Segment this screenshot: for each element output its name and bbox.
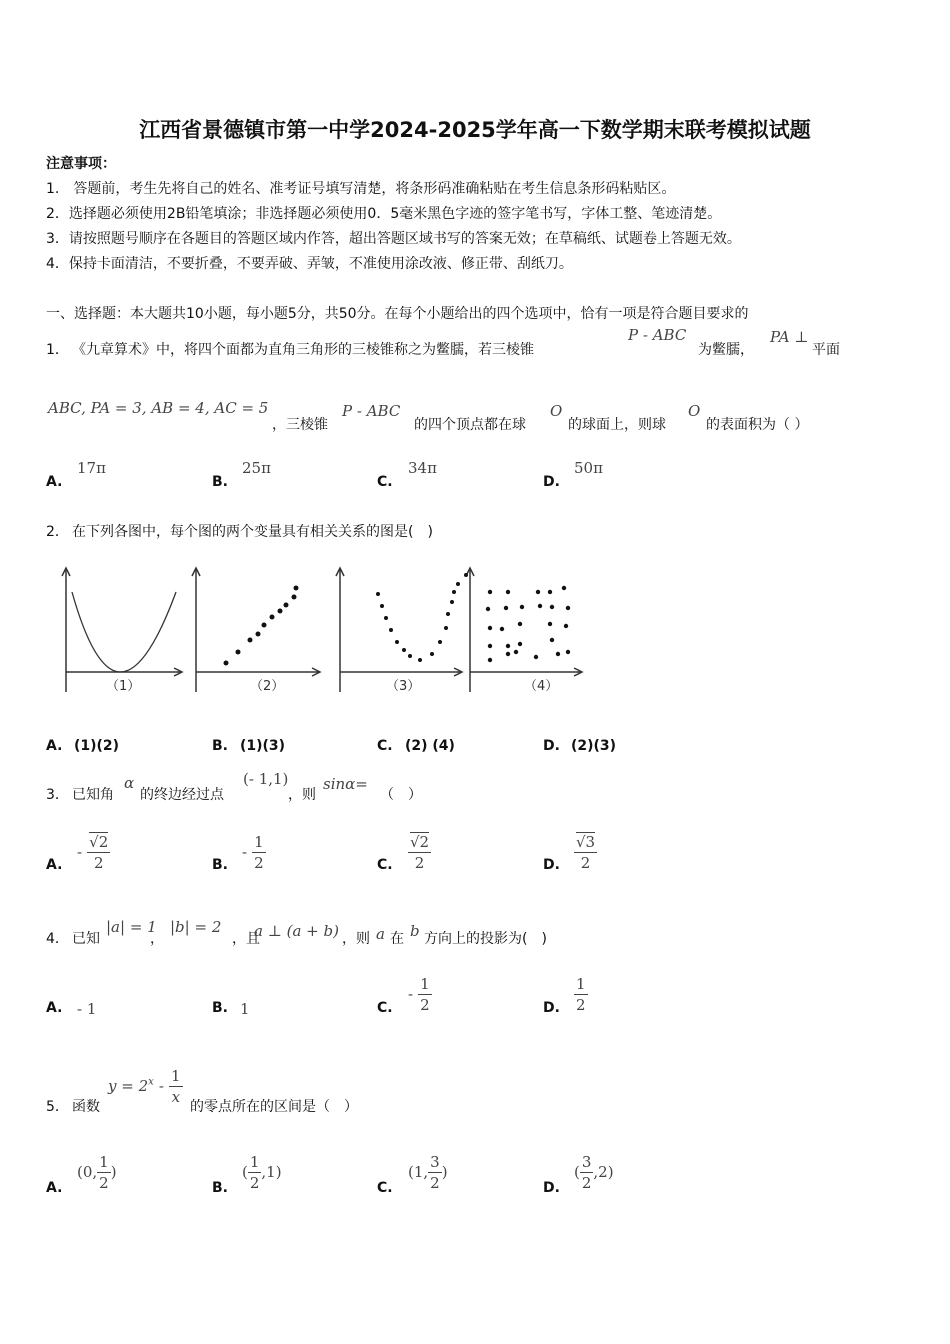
q3-text: ，则 [288, 787, 316, 803]
option-label: A. [46, 474, 63, 490]
q2-option-a: (1)(2) [74, 738, 120, 754]
q4-text: ， [150, 931, 164, 947]
q4-option-b: 1 [240, 1000, 250, 1018]
figure-caption: （1） [106, 679, 141, 694]
q1-option-a: 17π [77, 459, 106, 477]
option-label: C. [377, 474, 393, 490]
option-label: D. [543, 474, 560, 490]
q1-number: 1． [46, 342, 69, 358]
option-label: B. [212, 1000, 228, 1016]
q1-option-c: 34π [408, 459, 437, 477]
q1-text: 的四个顶点都在球 [414, 417, 526, 433]
option-label: C. [377, 1180, 393, 1196]
q1-text: 《九章算术》中，将四个面都为直角三角形的三棱锥称之为鳖臑，若三棱锥 [72, 342, 534, 358]
figure-caption: （2） [250, 679, 285, 694]
q5-formula: $y = 2^x$ - $\frac{1}{x}$ [108, 1067, 181, 1106]
q2-option-c: (2) (4) [405, 738, 455, 754]
q5-option-c: (1, $\frac{3}{2}$ ) [408, 1153, 448, 1192]
q4-option-d: $\frac{1}{2}$ [576, 975, 586, 1014]
option-label: B. [212, 738, 228, 754]
q1-math: P - ABC [628, 326, 687, 344]
q4-math: a [376, 925, 385, 943]
q5-option-d: ( $\frac{3}{2}$ ,2) [574, 1153, 614, 1192]
q1-math: P - ABC [342, 402, 401, 420]
notice-item: 2．选择题必须使用2B铅笔填涂；非选择题必须使用0．5毫米黑色字迹的签字笔书写，字体工整、笔迹清楚。 [46, 206, 722, 222]
q4-math: b [410, 922, 420, 940]
q4-number: 4． [46, 931, 69, 947]
notice-item: 4．保持卡面清洁，不要折叠，不要弄破、弄皱，不准使用涂改液、修正带、刮纸刀。 [46, 256, 573, 272]
option-label: C. [377, 857, 393, 873]
option-label: A. [46, 738, 63, 754]
q3-text: 的终边经过点 [140, 787, 224, 803]
q3-option-c: $\frac{√2}{2}$ [410, 833, 430, 872]
q2-option-b: (1)(3) [240, 738, 286, 754]
q4-option-a: - 1 [77, 1000, 97, 1018]
option-label: B. [212, 857, 228, 873]
notice-item: 3．请按照题号顺序在各题目的答题区域内作答，超出答题区域书写的答案无效；在草稿纸、试题卷上答题无效。 [46, 231, 741, 247]
option-label: D. [543, 1180, 560, 1196]
option-label: A. [46, 1000, 63, 1016]
option-label: B. [212, 1180, 228, 1196]
q4-math: |b| = 2 [170, 918, 222, 936]
q1-math: ABC, PA = 3, AB = 4, AC = 5 [48, 399, 269, 417]
q1-text: 平面 [812, 342, 840, 358]
notice-heading: 注意事项： [46, 156, 116, 172]
q2-text: 在下列各图中，每个图的两个变量具有相关关系的图是( ) [72, 524, 433, 540]
q4-text: 在 [390, 931, 404, 947]
q3-text: 已知角 [72, 787, 114, 803]
option-label: D. [543, 857, 560, 873]
q2-number: 2． [46, 524, 69, 540]
page-title: 江西省景德镇市第一中学2024-2025学年高一下数学期末联考模拟试题 [139, 118, 811, 142]
q1-math: O [550, 402, 563, 420]
figure-caption: （3） [386, 679, 421, 694]
q5-text: 的零点所在的区间是（ ） [190, 1099, 358, 1115]
q4-text: 已知 [72, 931, 100, 947]
q1-text: 的球面上，则球 [568, 417, 666, 433]
q3-number: 3． [46, 787, 69, 803]
q3-option-d: $\frac{√3}{2}$ [576, 833, 596, 872]
q1-math: PA ⊥ [770, 328, 809, 346]
option-label: D. [543, 738, 560, 754]
q3-option-a: - $\frac{√2}{2}$ [77, 833, 109, 872]
q3-math: sinα= [323, 775, 368, 793]
figure-caption: （4） [524, 679, 559, 694]
q4-math: a ⊥ (a + b) [254, 922, 339, 940]
q4-text: ，且 [232, 931, 260, 947]
q5-option-a: (0, $\frac{1}{2}$ ) [77, 1153, 117, 1192]
option-label: A. [46, 1180, 63, 1196]
option-label: C. [377, 1000, 393, 1016]
q1-text: 的表面积为（ ） [706, 417, 809, 433]
scatter-figures [50, 562, 590, 700]
q5-text: 函数 [72, 1099, 100, 1115]
section-heading: 一、选择题：本大题共10小题，每小题5分，共50分。在每个小题给出的四个选项中，恰有一项是符合题目要求的 [46, 306, 749, 322]
option-label: C. [377, 738, 393, 754]
q4-math: |a| = 1 [106, 918, 157, 936]
q4-text: ，则 [342, 931, 370, 947]
q3-math: α [124, 774, 135, 792]
notice-item: 1. 答题前，考生先将自己的姓名、准考证号填写清楚，将条形码准确粘贴在考生信息条形码粘贴区。 [46, 181, 676, 197]
q4-option-c: - $\frac{1}{2}$ [408, 975, 430, 1014]
q3-math: (- 1,1) [243, 770, 289, 788]
q4-text: 方向上的投影为( ) [424, 931, 547, 947]
q1-text: 为鳖臑， [698, 342, 754, 358]
q3-text: （ ） [380, 787, 422, 803]
q5-option-b: ( $\frac{1}{2}$ ,1) [242, 1153, 282, 1192]
option-label: A. [46, 857, 63, 873]
q3-option-b: - $\frac{1}{2}$ [242, 833, 264, 872]
q1-text: ，三棱锥 [272, 417, 328, 433]
q1-option-b: 25π [242, 459, 271, 477]
q2-option-d: (2)(3) [571, 738, 617, 754]
option-label: B. [212, 474, 228, 490]
q1-math: O [688, 402, 701, 420]
q1-option-d: 50π [574, 459, 603, 477]
q5-number: 5． [46, 1099, 69, 1115]
option-label: D. [543, 1000, 560, 1016]
